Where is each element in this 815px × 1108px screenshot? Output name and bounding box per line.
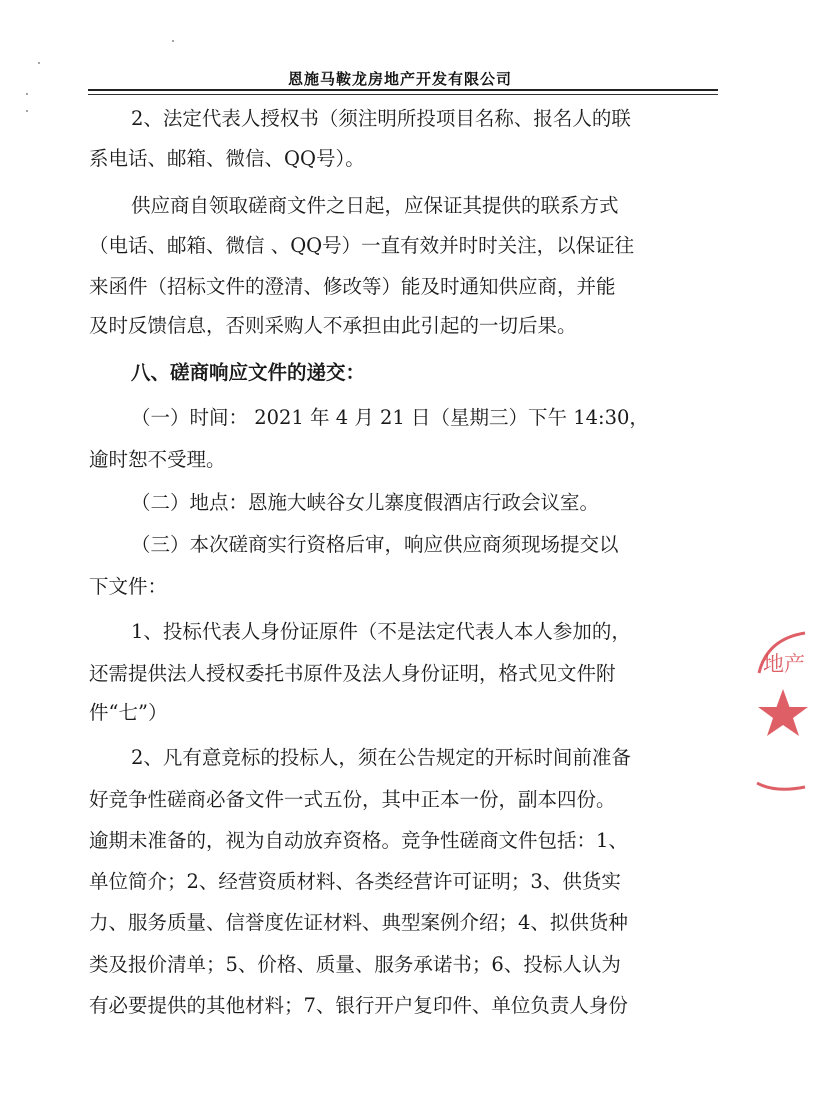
paragraph-line: 好竞争性磋商必备文件一式五份，其中正本一份，副本四份。	[89, 788, 616, 811]
paragraph-line: 逾期未准备的，视为自动放弃资格。竞争性磋商文件包括：1、	[89, 829, 628, 852]
paragraph-line: （电话、邮箱、微信 、QQ号）一直有效并时时关注，以保证往	[89, 234, 635, 257]
section-heading: 八、磋商响应文件的递交：	[131, 361, 366, 384]
company-header: 恩施马鞍龙房地产开发有限公司	[287, 70, 512, 88]
seal-text: 地产	[763, 652, 805, 676]
scan-speck	[38, 62, 40, 64]
paragraph-line: 力、服务质量、信誉度佐证材料、典型案例介绍；4、拟供货种	[89, 911, 628, 934]
paragraph-line: 系电话、邮箱、微信、QQ号）。	[89, 147, 365, 170]
paragraph-line: 2、凡有意竞标的投标人，须在公告规定的开标时间前准备	[131, 746, 631, 769]
paragraph-line: 件“七”）	[89, 701, 168, 724]
paragraph-line: （三）本次磋商实行资格后审，响应供应商须现场提交以	[131, 533, 619, 556]
paragraph-line: 还需提供法人授权委托书原件及法人身份证明，格式见文件附	[89, 662, 616, 685]
scan-speck	[26, 110, 28, 112]
scan-speck	[172, 40, 174, 42]
paragraph-line: 2、法定代表人授权书（须注明所投项目名称、报名人的联	[131, 107, 631, 130]
seal-ring-arc	[757, 783, 805, 789]
paragraph-line: 类及报价清单；5、价格、质量、服务承诺书；6、投标人认为	[89, 953, 621, 976]
paragraph-line: 供应商自领取磋商文件之日起，应保证其提供的联系方式	[131, 194, 619, 217]
paragraph-line: 下文件：	[89, 575, 168, 598]
company-seal-stamp	[745, 625, 815, 815]
paragraph-line: 单位简介；2、经营资质材料、各类经营许可证明；3、供货实	[89, 870, 621, 893]
paragraph-line: 来函件（招标文件的澄清、修改等）能及时通知供应商，并能	[89, 275, 616, 298]
paragraph-line: 1、投标代表人身份证原件（不是法定代表人本人参加的，	[131, 620, 631, 643]
scan-speck	[26, 93, 28, 95]
paragraph-line: （二）地点：恩施大峡谷女儿寨度假酒店行政会议室。	[131, 491, 600, 514]
paragraph-line: （一）时间： 2021 年 4 月 21 日（星期三）下午 14:30，	[131, 406, 649, 429]
header-rule-thick	[88, 89, 718, 91]
paragraph-line: 逾时恕不受理。	[89, 448, 226, 471]
header-rule-thin	[88, 94, 718, 95]
paragraph-line: 有必要提供的其他材料；7、银行开户复印件、单位负责人身份	[89, 994, 628, 1017]
paragraph-line: 及时反馈信息，否则采购人不承担由此引起的一切后果。	[89, 314, 577, 337]
star-icon	[758, 689, 808, 736]
